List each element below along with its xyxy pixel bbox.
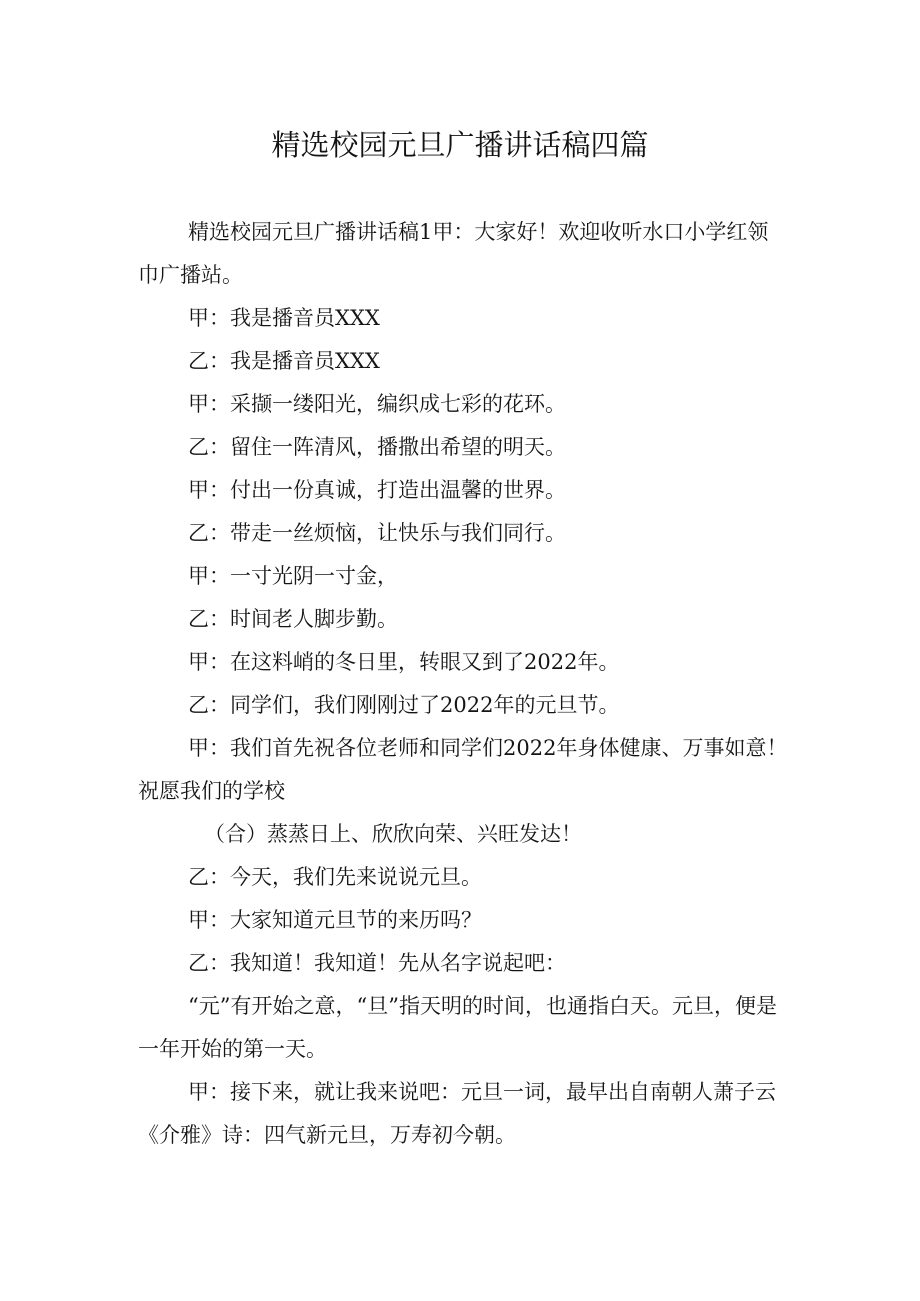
paragraph-line: “元”有开始之意，“旦”指天明的时间，也通指白天。元旦，便是一年开始的第一天。: [138, 994, 777, 1061]
document-title: 精选校园元旦广播讲话稿四篇: [271, 128, 649, 162]
paragraph-line: 乙：同学们，我们刚刚过了2022年的元旦节。: [188, 693, 620, 717]
paragraph-line: 甲：采撷一缕阳光，编织成七彩的花环。: [188, 392, 566, 416]
paragraph-line: 甲：付出一份真诚，打造出温馨的世界。: [188, 478, 566, 502]
paragraph-intro: 精选校园元旦广播讲话稿1甲：大家好！欢迎收听水口小学红领巾广播站。: [138, 220, 769, 287]
paragraph-line: 甲：我们首先祝各位老师和同学们2022年身体健康、万事如意！祝愿我们的学校: [138, 736, 788, 803]
document-body: [138, 211, 788, 1157]
paragraph-line: 甲：我是播音员XXX: [188, 306, 380, 330]
paragraph-line: 乙：我知道！我知道！先从名字说起吧：: [188, 951, 566, 975]
paragraph-line: 甲：一寸光阴一寸金，: [188, 564, 398, 588]
paragraph-line: 甲：在这料峭的冬日里，转眼又到了2022年。: [188, 650, 620, 674]
paragraph-line: 乙：今天，我们先来说说元旦。: [188, 865, 482, 889]
paragraph-line: 乙：我是播音员XXX: [188, 349, 380, 373]
paragraph-line: 乙：留住一阵清风，播撒出希望的明天。: [188, 435, 566, 459]
paragraph-line: 乙：带走一丝烦恼，让快乐与我们同行。: [188, 521, 566, 545]
paragraph-line: 甲：大家知道元旦节的来历吗？: [188, 908, 482, 932]
paragraph-chorus: （合）蒸蒸日上、欣欣向荣、兴旺发达！: [204, 822, 582, 846]
paragraph-line: 乙：时间老人脚步勤。: [188, 607, 398, 631]
paragraph-line: 甲：接下来，就让我来说吧：元旦一词，最早出自南朝人萧子云《介雅》诗：四气新元旦，万寿初今朝。: [138, 1080, 776, 1147]
